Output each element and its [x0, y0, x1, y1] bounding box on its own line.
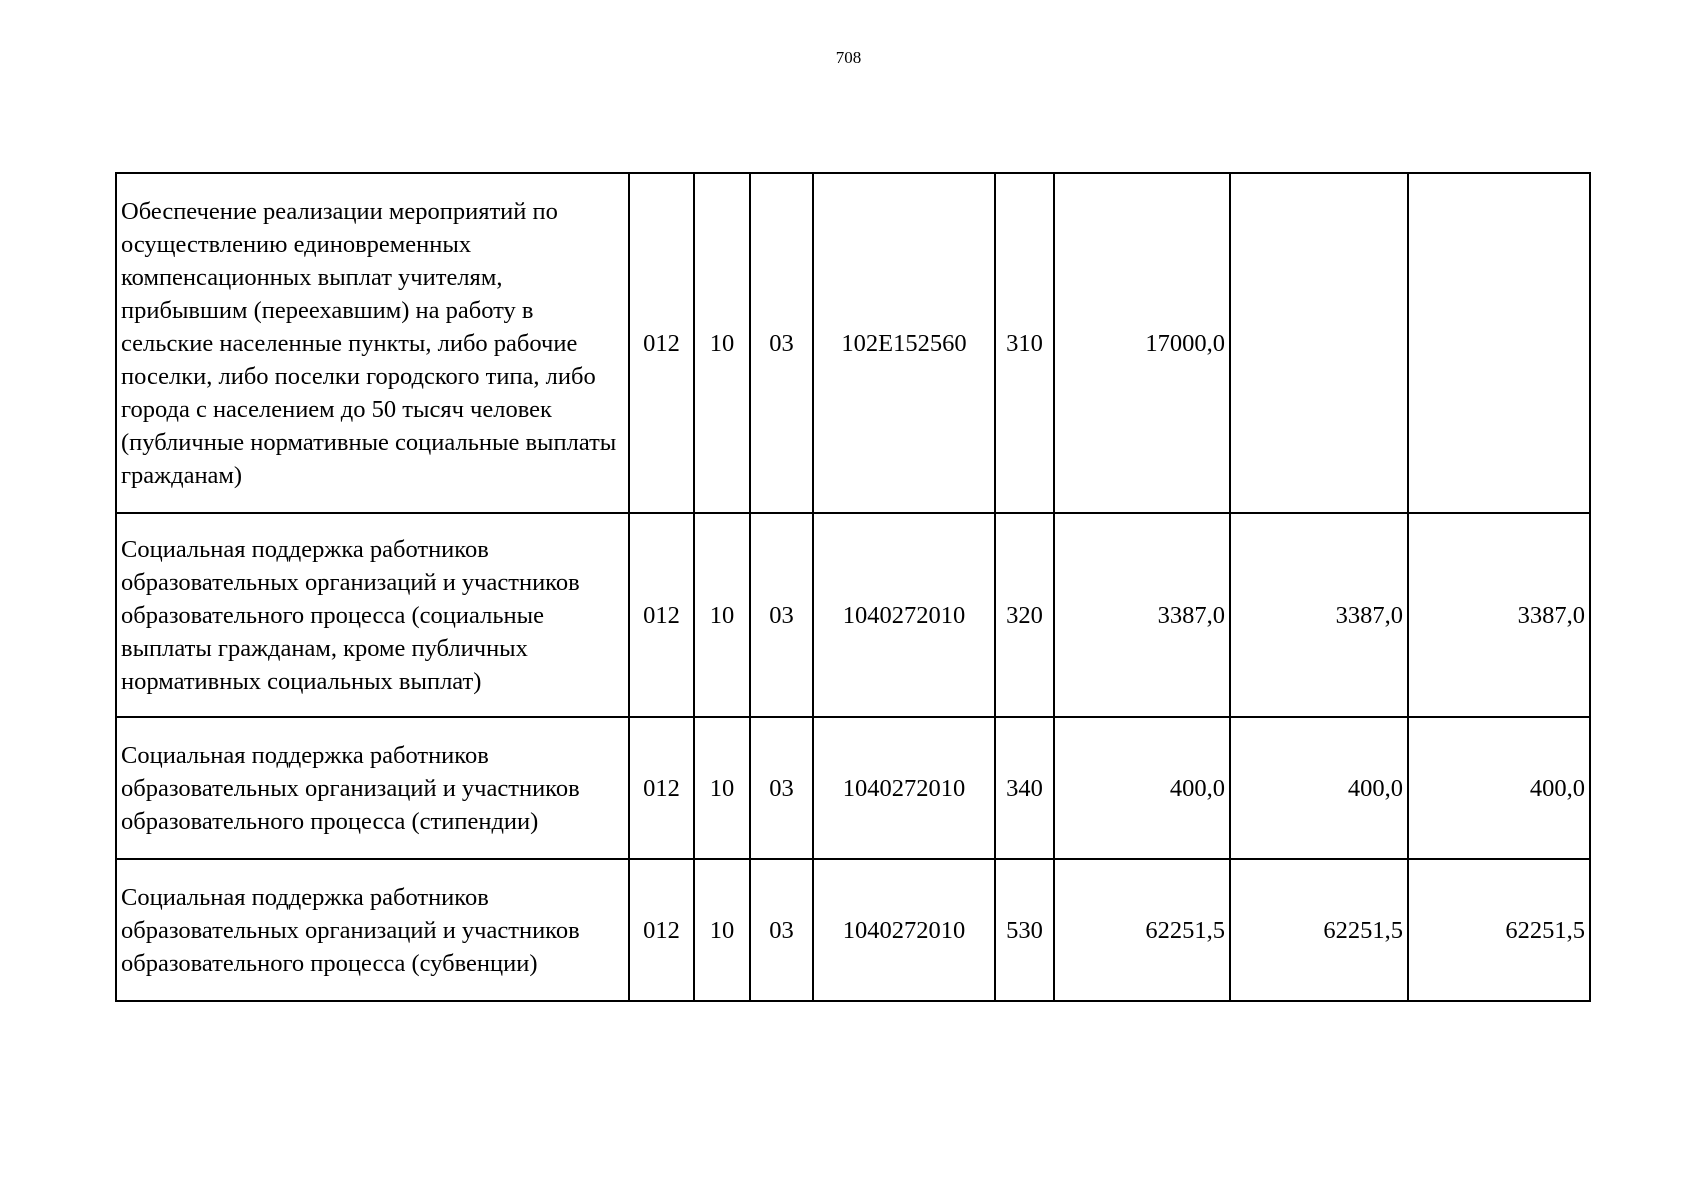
amount-year-2: 400,0: [1230, 717, 1408, 859]
table-row: [116, 513, 1590, 717]
expense-type-code: 320: [995, 513, 1054, 717]
amount-year-1: 17000,0: [1054, 173, 1230, 513]
section-code: 10: [694, 513, 750, 717]
amount-year-1: 3387,0: [1054, 513, 1230, 717]
amount-year-2: 62251,5: [1230, 859, 1408, 1001]
ministry-code: 012: [629, 513, 694, 717]
amount-year-2: 3387,0: [1230, 513, 1408, 717]
row-description: Социальная поддержка работников образовательных организаций и участников образовательного процесса (субвенции): [116, 859, 629, 1001]
subsection-code: 03: [750, 859, 813, 1001]
budget-table: [115, 172, 1591, 1002]
row-description: Социальная поддержка работников образовательных организаций и участников образовательного процесса (социальные выплаты гражданам, кроме публичных нормативных социальных выплат): [116, 513, 629, 717]
ministry-code: 012: [629, 717, 694, 859]
row-description: Социальная поддержка работников образовательных организаций и участников образовательного процесса (стипендии): [116, 717, 629, 859]
section-code: 10: [694, 173, 750, 513]
subsection-code: 03: [750, 717, 813, 859]
amount-year-3: 3387,0: [1408, 513, 1590, 717]
target-article-code: 102E152560: [813, 173, 995, 513]
amount-year-1: 400,0: [1054, 717, 1230, 859]
expense-type-code: 310: [995, 173, 1054, 513]
ministry-code: 012: [629, 173, 694, 513]
amount-year-3: 400,0: [1408, 717, 1590, 859]
table-row: [116, 717, 1590, 859]
page-number: 708: [835, 48, 862, 67]
table-row: [116, 173, 1590, 513]
amount-year-2: [1230, 173, 1408, 513]
target-article-code: 1040272010: [813, 859, 995, 1001]
section-code: 10: [694, 717, 750, 859]
amount-year-3: 62251,5: [1408, 859, 1590, 1001]
expense-type-code: 530: [995, 859, 1054, 1001]
subsection-code: 03: [750, 513, 813, 717]
ministry-code: 012: [629, 859, 694, 1001]
amount-year-3: [1408, 173, 1590, 513]
target-article-code: 1040272010: [813, 513, 995, 717]
target-article-code: 1040272010: [813, 717, 995, 859]
amount-year-1: 62251,5: [1054, 859, 1230, 1001]
row-description: Обеспечение реализации мероприятий по осуществлению единовременных компенсационных выплат учителям, прибывшим (переехавшим) на работу в сельские населенные пункты, либо рабочие поселки, либо поселки городского типа, либо города с населением до 50 тысяч человек (публичные нормативные социальные выплаты гражданам): [116, 173, 629, 513]
subsection-code: 03: [750, 173, 813, 513]
section-code: 10: [694, 859, 750, 1001]
expense-type-code: 340: [995, 717, 1054, 859]
table-row: [116, 859, 1590, 1001]
